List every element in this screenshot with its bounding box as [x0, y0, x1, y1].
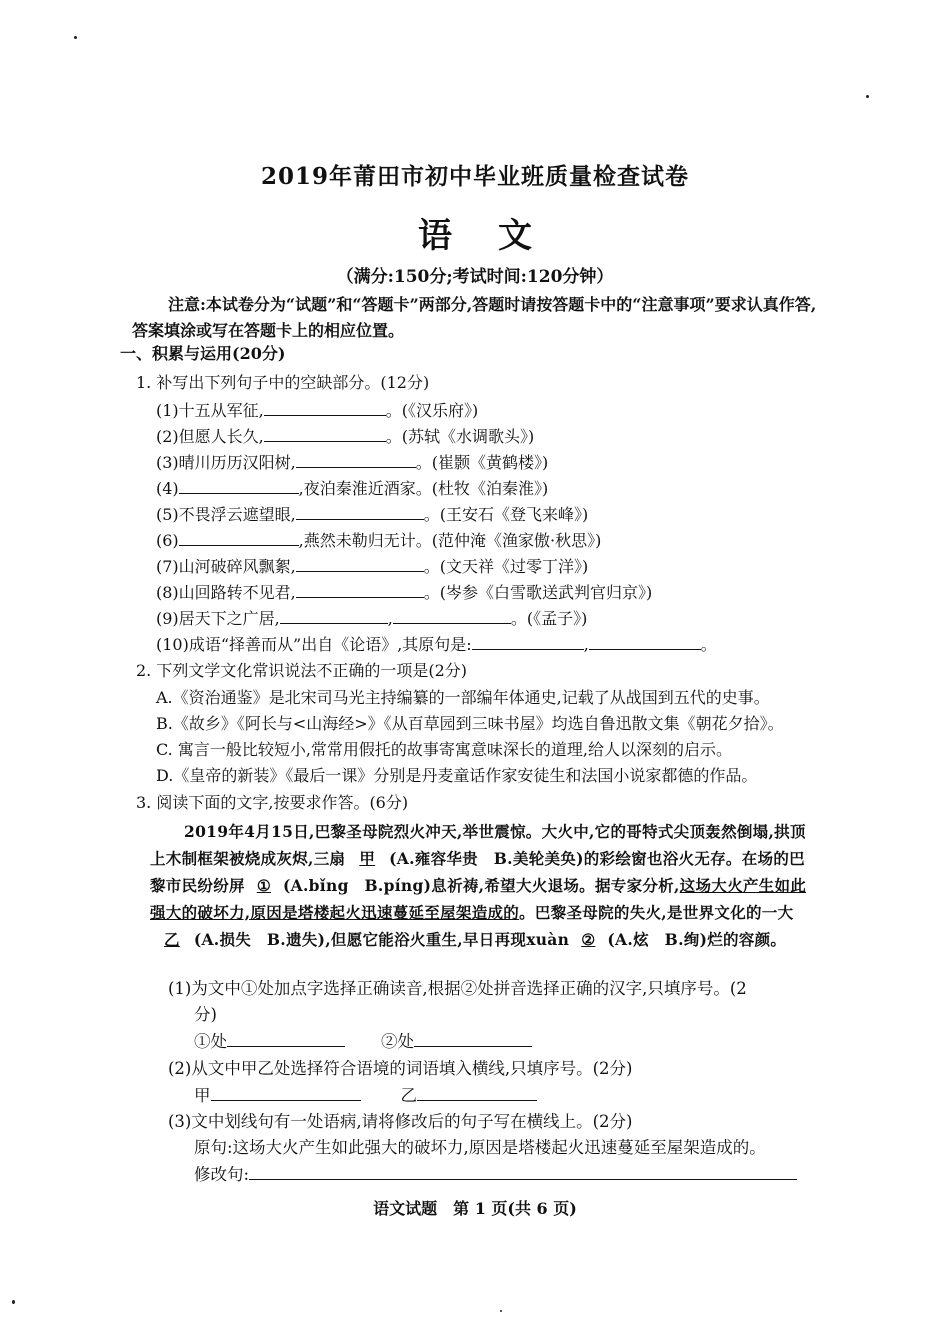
q3-sub1: (1)为文中①处加点字选择正确读音,根据②处拼音选择正确的汉字,只填序号。(2 — [168, 979, 747, 998]
q1-item: (2)但愿人长久, 。(苏轼《水调歌头》) — [156, 427, 535, 446]
q2-option-a: A.《资治通鉴》是北宋司马光主持编纂的一部编年体通史,记载了从战国到五代的史事。 — [156, 688, 770, 707]
blank-yi: 乙 — [164, 930, 180, 949]
q3-sub3: (3)文中划线句有一处语病,请将修改后的句子写在横线上。(2分) — [168, 1112, 633, 1131]
section-heading: 一、积累与运用(20分) — [120, 344, 286, 363]
q3-stem: 3. 阅读下面的文字,按要求作答。(6分) — [136, 793, 409, 812]
q3-sub2: (2)从文中甲乙处选择符合语境的词语填入横线,只填序号。(2分) — [168, 1059, 633, 1078]
q1-item: (3)晴川历历汉阳树, 。(崔颢《黄鹤楼》) — [156, 453, 549, 472]
subject-title — [0, 208, 950, 257]
q3-passage: 2019年4月15日,巴黎圣母院烈火冲天,举世震惊。大火中,它的哥特式尖顶轰然倒塌,拱顶上木制框架被烧成灰烬,三扇 甲 (A.雍容华贵 B.美轮美奂)的彩绘窗也浴火无存。在场的巴黎市民纷纷屏 ① (A.bǐng B.píng)息祈祷,希望大火退场。据专家分析,这场大火产生如此强大的破坏力,原因是塔楼起火迅速蔓延至屋架造成的。巴黎圣母院的失火,是世界文化的一大乙 (A.损失 B.遗失),但愿它能浴火重生,早日再现xuàn ② (A.炫 B.绚)烂的容颜。 — [150, 822, 807, 949]
exam-title: 2019年莆田市初中毕业班质量检查试卷 — [260, 163, 689, 190]
score-time-line: （满分:150分;考试时间:120分钟） — [336, 267, 614, 287]
q1-item: (8)山回路转不见君, 。(岑参《白雪歌送武判官归京》) — [156, 583, 653, 602]
page-footer: 语文试题 第 1 页(共 6 页) — [373, 1199, 577, 1218]
q3-sub1-cont: 分) — [194, 1005, 217, 1024]
scan-speck — [866, 95, 869, 98]
q1-item: (6) ,燕然未勒归无计。(范仲淹《渔家傲·秋思》) — [156, 531, 602, 550]
q2-option-d: D.《皇帝的新装》《最后一课》分别是丹麦童话作家安徒生和法国小说家都德的作品。 — [156, 766, 758, 785]
notice-text: 注意:本试卷分为“试题”和“答题卡”两部分,答题时请按答题卡中的“注意事项”要求认真作答,答案填涂或写在答题卡上的相应位置。 — [132, 295, 817, 340]
q1-item: (7)山河破碎风飘絮, 。(文天祥《过零丁洋》) — [156, 557, 589, 576]
blank-circle-2: ② — [581, 930, 596, 949]
scan-speck — [74, 36, 77, 39]
blank-circle-1: ① — [256, 876, 272, 895]
q1-item-9: (9)居天下之广居, , 。(《孟子》) — [156, 609, 588, 628]
q3-original-sentence: 原句:这场大火产生如此强大的破坏力,原因是塔楼起火迅速蔓延至屋架造成的。 — [194, 1138, 766, 1157]
q3-sub1-answers: ①处 ②处 — [194, 1030, 532, 1053]
scan-speck — [500, 1310, 502, 1312]
subject-char-1: 语 — [418, 216, 452, 256]
q2-option-b: B.《故乡》《阿长与<山海经>》《从百草园到三味书屋》均选自鲁迅散文集《朝花夕拾》。 — [156, 714, 784, 733]
subject-char-2: 文 — [498, 216, 532, 256]
q1-stem: 1. 补写出下列句子中的空缺部分。(12分) — [136, 373, 430, 392]
q1-item: (1)十五从军征, 。(《汉乐府》) — [156, 401, 479, 420]
q1-item: (4) ,夜泊秦淮近酒家。(杜牧《泊秦淮》) — [156, 479, 549, 498]
q3-sub2-answers: 甲 乙 — [194, 1084, 537, 1107]
q2-option-c: C. 寓言一般比较短小,常常用假托的故事寄寓意味深长的道理,给人以深刻的启示。 — [156, 740, 733, 759]
scan-speck — [12, 1300, 15, 1304]
blank-jia: 甲 — [359, 849, 376, 868]
q1-item: (5)不畏浮云遮望眼, 。(王安石《登飞来峰》) — [156, 505, 589, 524]
q3-revised-line: 修改句: — [194, 1163, 797, 1186]
underlined-sentence: 这场大火产生如此强大的破坏力,原因是塔楼起火迅速蔓延至屋架造成的 — [150, 876, 807, 922]
q2-stem: 2. 下列文学文化常识说法不正确的一项是(2分) — [136, 661, 468, 680]
q1-item-10: (10)成语“择善而从”出自《论语》,其原句是: , 。 — [156, 635, 717, 654]
